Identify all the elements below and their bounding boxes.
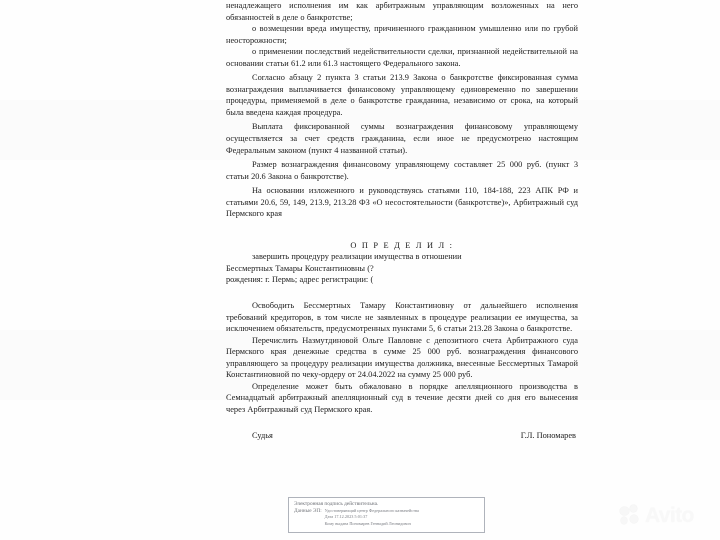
paragraph-article-213-9: Согласно абзацу 2 пункта 3 статьи 213.9 Закона о банкротстве фиксированная сумма вознаграждения выплачивается финансовому управляющему единовременно по завершении процедуры, применяемой в деле о банкротстве гражданина, независимо от срока, на который была введена каждая процедура.: [226, 73, 578, 117]
paragraph-debtor-identity-line-1: Бессмертных Тамары Константиновны (?: [226, 263, 374, 273]
paragraph-complete-procedure: завершить процедуру реализации имущества в отношении: [252, 252, 462, 262]
esign-validity-text: Электронная подпись действительна.: [294, 500, 379, 507]
esign-details: [294, 508, 480, 527]
esign-data-label: Данные ЭП:: [294, 507, 322, 514]
esign-values: [325, 508, 480, 527]
paragraph-legal-basis: На основании изложенного и руководствуясь статьями 110, 184-188, 223 АПК РФ и статьями 20.6, 59, 149, 213.9, 213.28 ФЗ «О несостоятельности (банкротстве)», Арбитражный суд Пермского края: [226, 186, 578, 219]
paragraph-transfer-remuneration: Перечислить Назмутдиновой Ольге Павловне с депозитного счета Арбитражного суда Пермского края денежные средства в сумме 25 000 руб. вознаграждения финансового управляющего за процедуру реализации имущества должника, внесенные Бессмертных Тамарой Константиновной по чеку-ордеру от 24.04.2022 на сумму 25 000 руб.: [226, 335, 578, 380]
esign-certificate-authority: Удостоверяющий центр Федерального казначейства: [324, 507, 419, 513]
paragraph-invalid-transaction: о применении последствий недействительности сделки, признанной недействительной на основании статьи 61.2 или 61.3 настоящего Федерального закона.: [226, 47, 578, 68]
paragraph-debtor-identity-line-2: рождения: г. Пермь; адрес регистрации: (: [226, 275, 374, 285]
paragraph-property-damage: о возмещении вреда имуществу, причиненного гражданином умышленно или по грубой неосторожности;: [226, 24, 578, 45]
paragraph-remuneration-amount: Размер вознаграждения финансовому управляющему составляет 25 000 руб. (пункт 3 статьи 20.6 Закона о банкротстве).: [226, 160, 578, 181]
signature-block: [226, 430, 578, 442]
avito-watermark: [620, 500, 708, 530]
paragraph-improper-performance: ненадлежащего исполнения им как арбитражным управляющим возложенных на него обязанностей в деле о банкротстве;: [226, 1, 578, 22]
section-gap: [226, 220, 578, 240]
esign-date: Дата 17.12.2023 5:01:37: [324, 514, 368, 520]
avito-wordmark: Avito: [645, 503, 694, 527]
signature-judge-name: Г.Л. Пономарев: [520, 430, 576, 440]
redaction-gap: [226, 286, 578, 300]
document-text-column: [226, 0, 578, 441]
esign-issued-to: Кому выдана Пономарев Геннадий Леонидович: [324, 520, 411, 526]
operative-part-heading: О П Р Е Д Е Л И Л :: [350, 240, 454, 250]
avito-logo-icon: [620, 505, 642, 525]
signature-role-label: Судья: [252, 430, 273, 440]
paragraph-appeal-procedure: Определение может быть обжаловано в порядке апелляционного производства в Семнадцатый арбитражный апелляционный суд в течение десяти дней со дня его вынесения через Арбитражный суд Пермского края.: [226, 381, 578, 414]
signature-gap: [226, 416, 578, 430]
electronic-signature-stamp: [288, 497, 485, 533]
paragraph-release-from-obligations: Освободить Бессмертных Тамару Константиновну от дальнейшего исполнения требований кредиторов, в том числе не заявленных в процедуре реализации ее имущества, за исключением обязательств, предусмотренных пунктами 5, 6 статьи 213.28 Закона о банкротстве.: [226, 301, 578, 334]
paragraph-payment-source: Выплата фиксированной суммы вознаграждения финансовому управляющему осуществляется за счет средств гражданина, если иное не предусмотрено настоящим Федеральным законом (пункт 4 названной статьи).: [226, 122, 578, 155]
